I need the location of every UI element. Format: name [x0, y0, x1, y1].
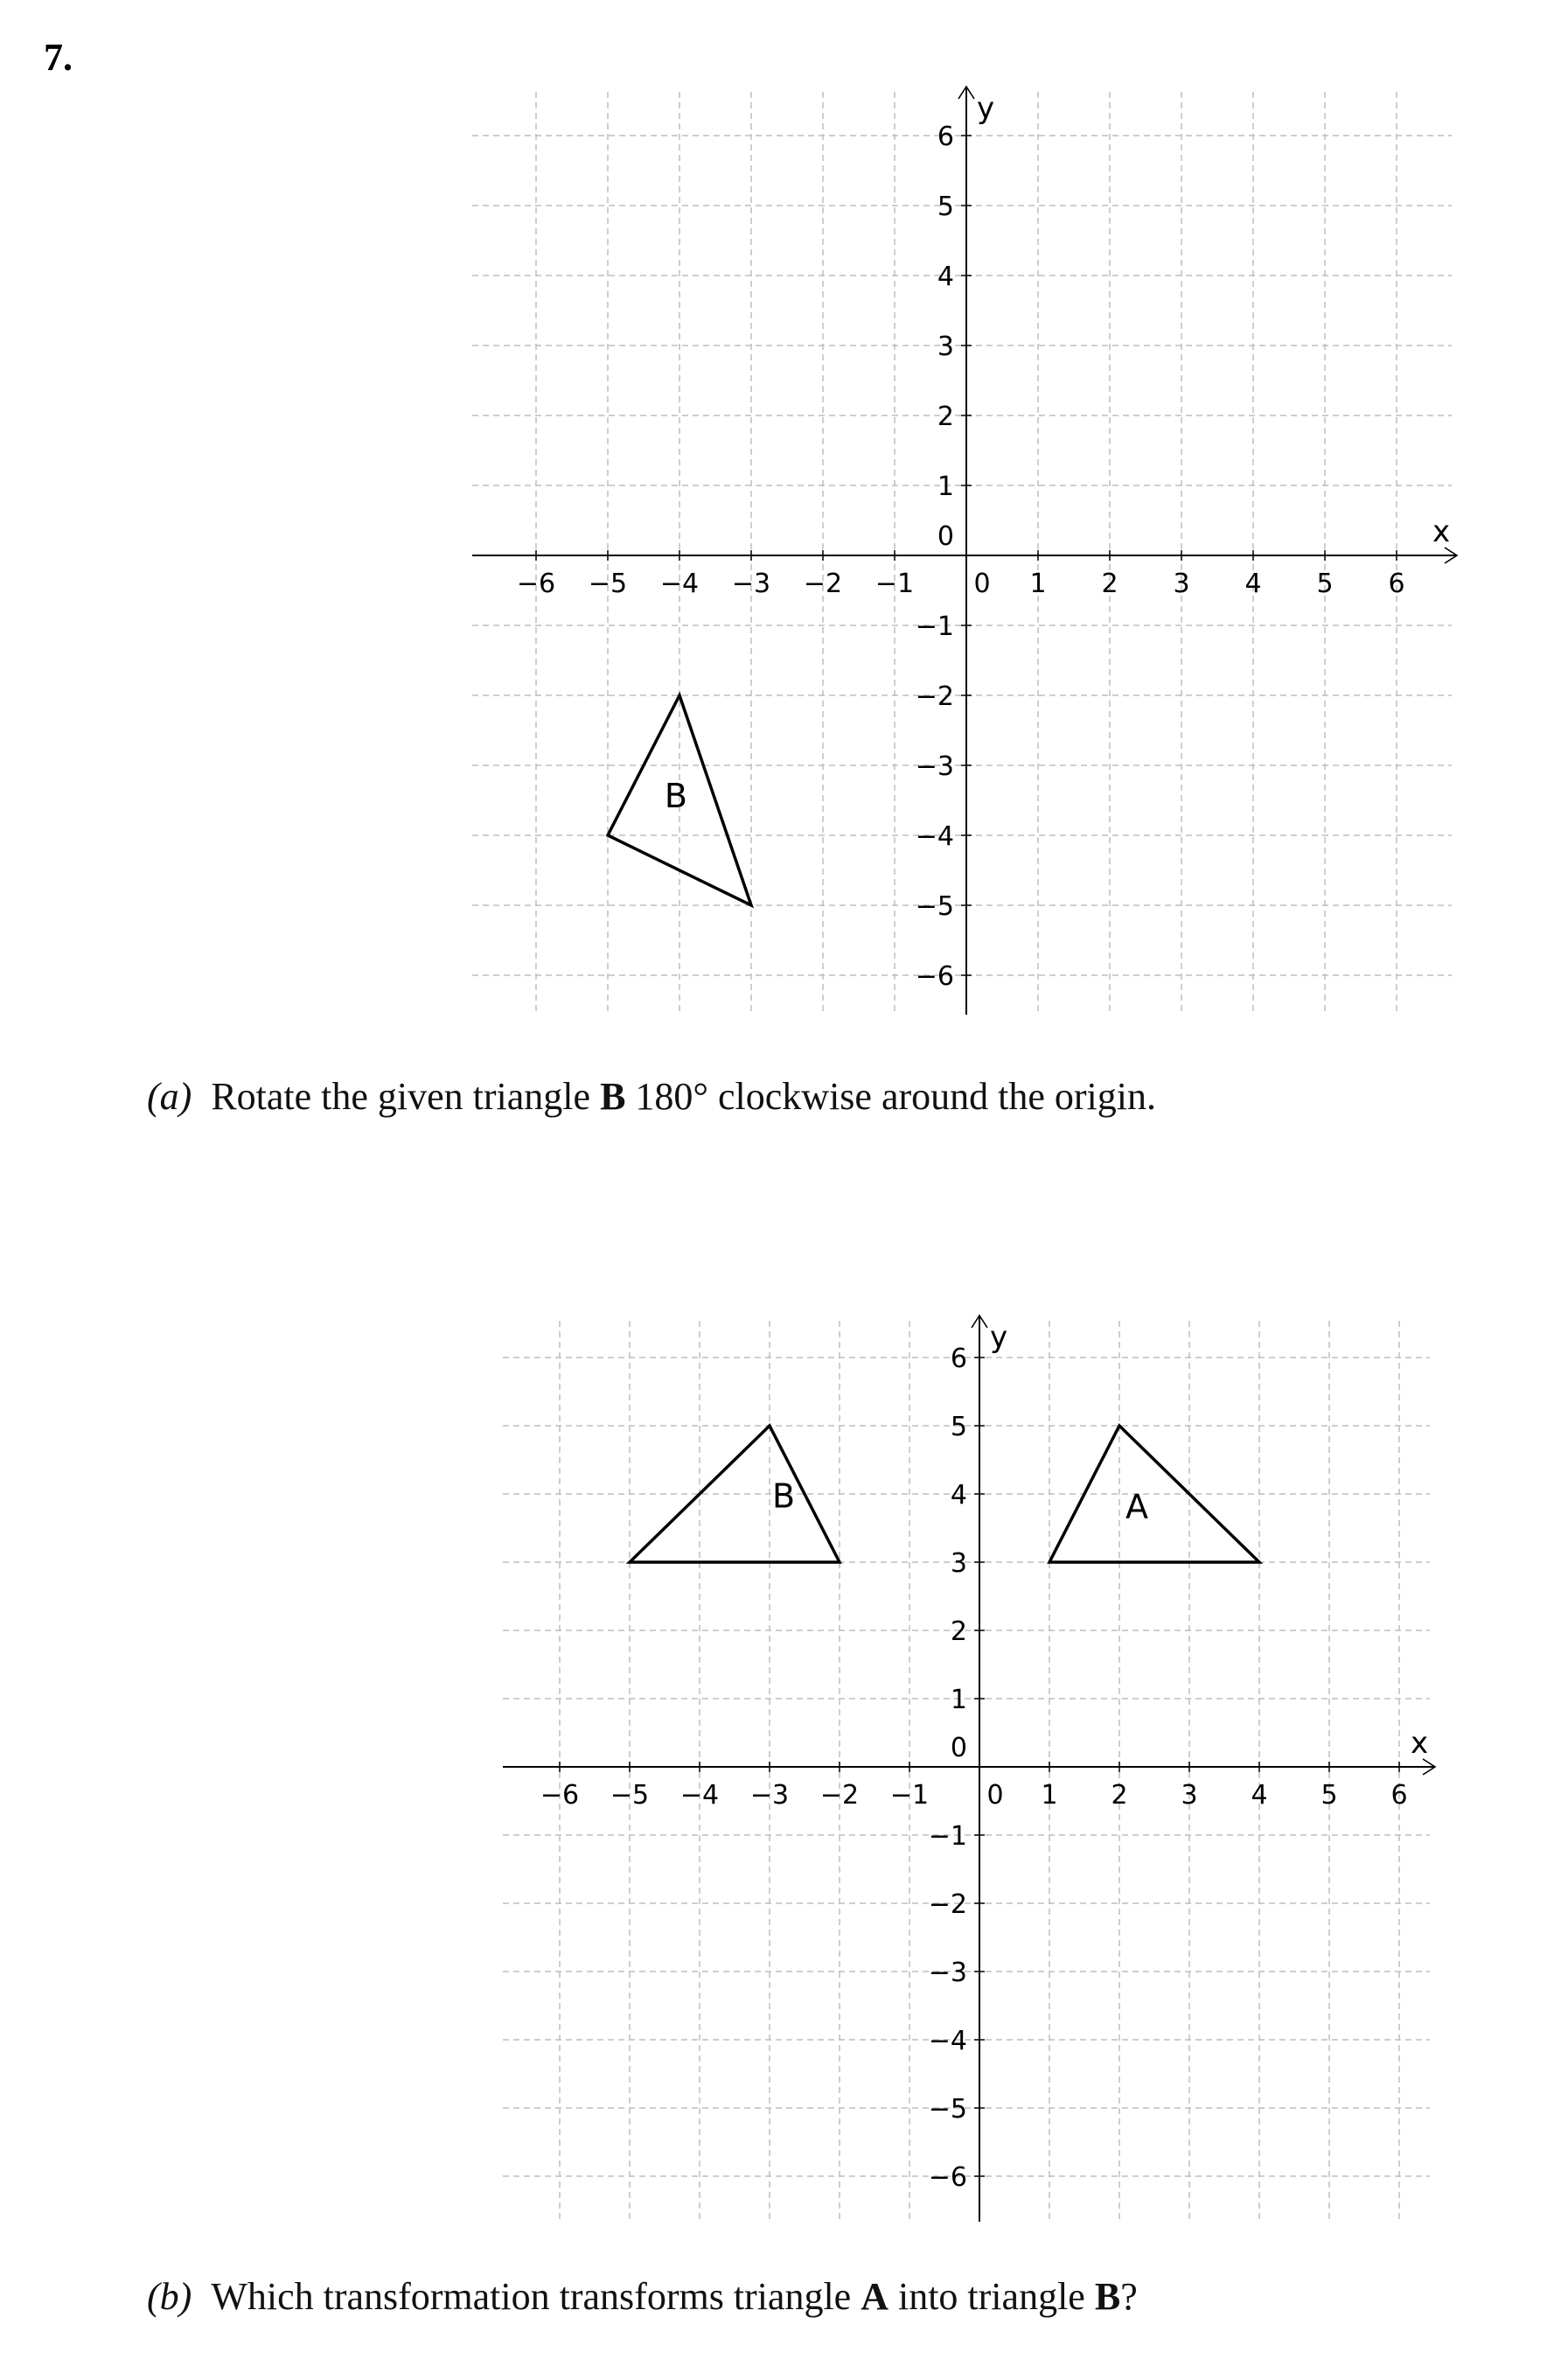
- y-tick-label: −3: [915, 751, 954, 782]
- y-tick-label: −1: [915, 611, 954, 642]
- coordinate-grid-2: [503, 1308, 1447, 2235]
- y-tick-label: 0: [937, 521, 954, 552]
- question-part-a: [147, 1074, 1156, 1119]
- y-tick-label: −5: [928, 2094, 967, 2125]
- x-tick-label: 6: [1390, 1780, 1408, 1811]
- y-axis-label: y: [990, 1320, 1008, 1355]
- x-tick-label: 4: [1244, 569, 1262, 599]
- part-a-text-after: 180° clockwise around the origin.: [625, 1075, 1156, 1118]
- y-tick-label: 6: [937, 122, 954, 152]
- x-tick-label: −2: [819, 1780, 860, 1811]
- part-b-text-before: Which transformation transforms triangle: [211, 2275, 861, 2318]
- x-tick-label: −6: [516, 569, 556, 599]
- y-tick-label: 0: [950, 1733, 967, 1763]
- x-tick-label: −1: [889, 1780, 930, 1811]
- part-a-bold: B: [600, 1075, 626, 1118]
- x-tick-label: −5: [610, 1780, 650, 1811]
- x-tick-label: 3: [1181, 1780, 1198, 1811]
- y-tick-label: 2: [950, 1616, 967, 1647]
- y-tick-label: 1: [937, 471, 954, 502]
- part-a-text-before: Rotate the given triangle: [211, 1075, 601, 1118]
- x-tick-label: −5: [588, 569, 628, 599]
- y-tick-label: 4: [937, 262, 954, 292]
- x-tick-label: 2: [1111, 1780, 1128, 1811]
- x-tick-label: 5: [1321, 1780, 1338, 1811]
- y-tick-label: −2: [915, 681, 954, 712]
- y-tick-label: 3: [950, 1548, 967, 1579]
- y-tick-label: −5: [915, 891, 954, 922]
- x-tick-label: −3: [749, 1780, 790, 1811]
- question-part-b: [147, 2274, 1138, 2319]
- x-tick-label: 1: [1041, 1780, 1058, 1811]
- x-tick-label: 5: [1316, 569, 1334, 599]
- x-tick-label: −2: [803, 569, 843, 599]
- y-tick-label: −4: [915, 821, 954, 852]
- x-tick-label: 2: [1101, 569, 1118, 599]
- x-axis-label: x: [1411, 1726, 1429, 1761]
- x-tick-label: −3: [731, 569, 771, 599]
- y-tick-label: 3: [937, 332, 954, 362]
- question-number: 7.: [44, 36, 73, 79]
- y-tick-label: 4: [950, 1480, 967, 1511]
- y-tick-label: −6: [915, 961, 954, 992]
- triangle-label-a: A: [1125, 1487, 1148, 1526]
- triangle-label-b: B: [664, 777, 687, 815]
- part-b-bold-b: B: [1094, 2275, 1121, 2318]
- part-b-label: (b): [147, 2275, 192, 2318]
- x-tick-label: 6: [1388, 569, 1405, 599]
- x-tick-label: −1: [875, 569, 915, 599]
- part-b-text-after: ?: [1120, 2275, 1138, 2318]
- x-tick-label: −6: [540, 1780, 580, 1811]
- y-tick-label: 6: [950, 1344, 967, 1374]
- grid-lines: [472, 92, 1452, 1015]
- part-b-bold-a: A: [861, 2275, 888, 2318]
- x-axis-label: x: [1432, 514, 1451, 549]
- part-b-text-middle: into triangle: [888, 2275, 1095, 2318]
- part-a-label: (a): [147, 1075, 192, 1118]
- y-tick-label: −6: [928, 2162, 967, 2193]
- y-tick-label: −2: [928, 1889, 967, 1920]
- triangle-label-b: B: [771, 1476, 796, 1516]
- y-tick-label: 5: [937, 192, 954, 222]
- x-tick-label: 0: [986, 1780, 1004, 1811]
- y-axis-label: y: [977, 91, 995, 126]
- y-tick-label: −1: [928, 1821, 967, 1852]
- y-tick-label: 2: [937, 401, 954, 432]
- x-tick-label: −4: [679, 1780, 720, 1811]
- grid-lines: [503, 1321, 1430, 2222]
- y-tick-label: 1: [950, 1685, 967, 1715]
- x-tick-label: −4: [659, 569, 700, 599]
- x-tick-label: 3: [1173, 569, 1190, 599]
- x-tick-label: 4: [1251, 1780, 1268, 1811]
- y-tick-label: −3: [928, 1958, 967, 1988]
- x-tick-label: 0: [973, 569, 991, 599]
- x-tick-label: 1: [1029, 569, 1047, 599]
- coordinate-grid-1: [472, 79, 1460, 1023]
- y-tick-label: 5: [950, 1412, 967, 1442]
- y-tick-label: −4: [928, 2026, 967, 2056]
